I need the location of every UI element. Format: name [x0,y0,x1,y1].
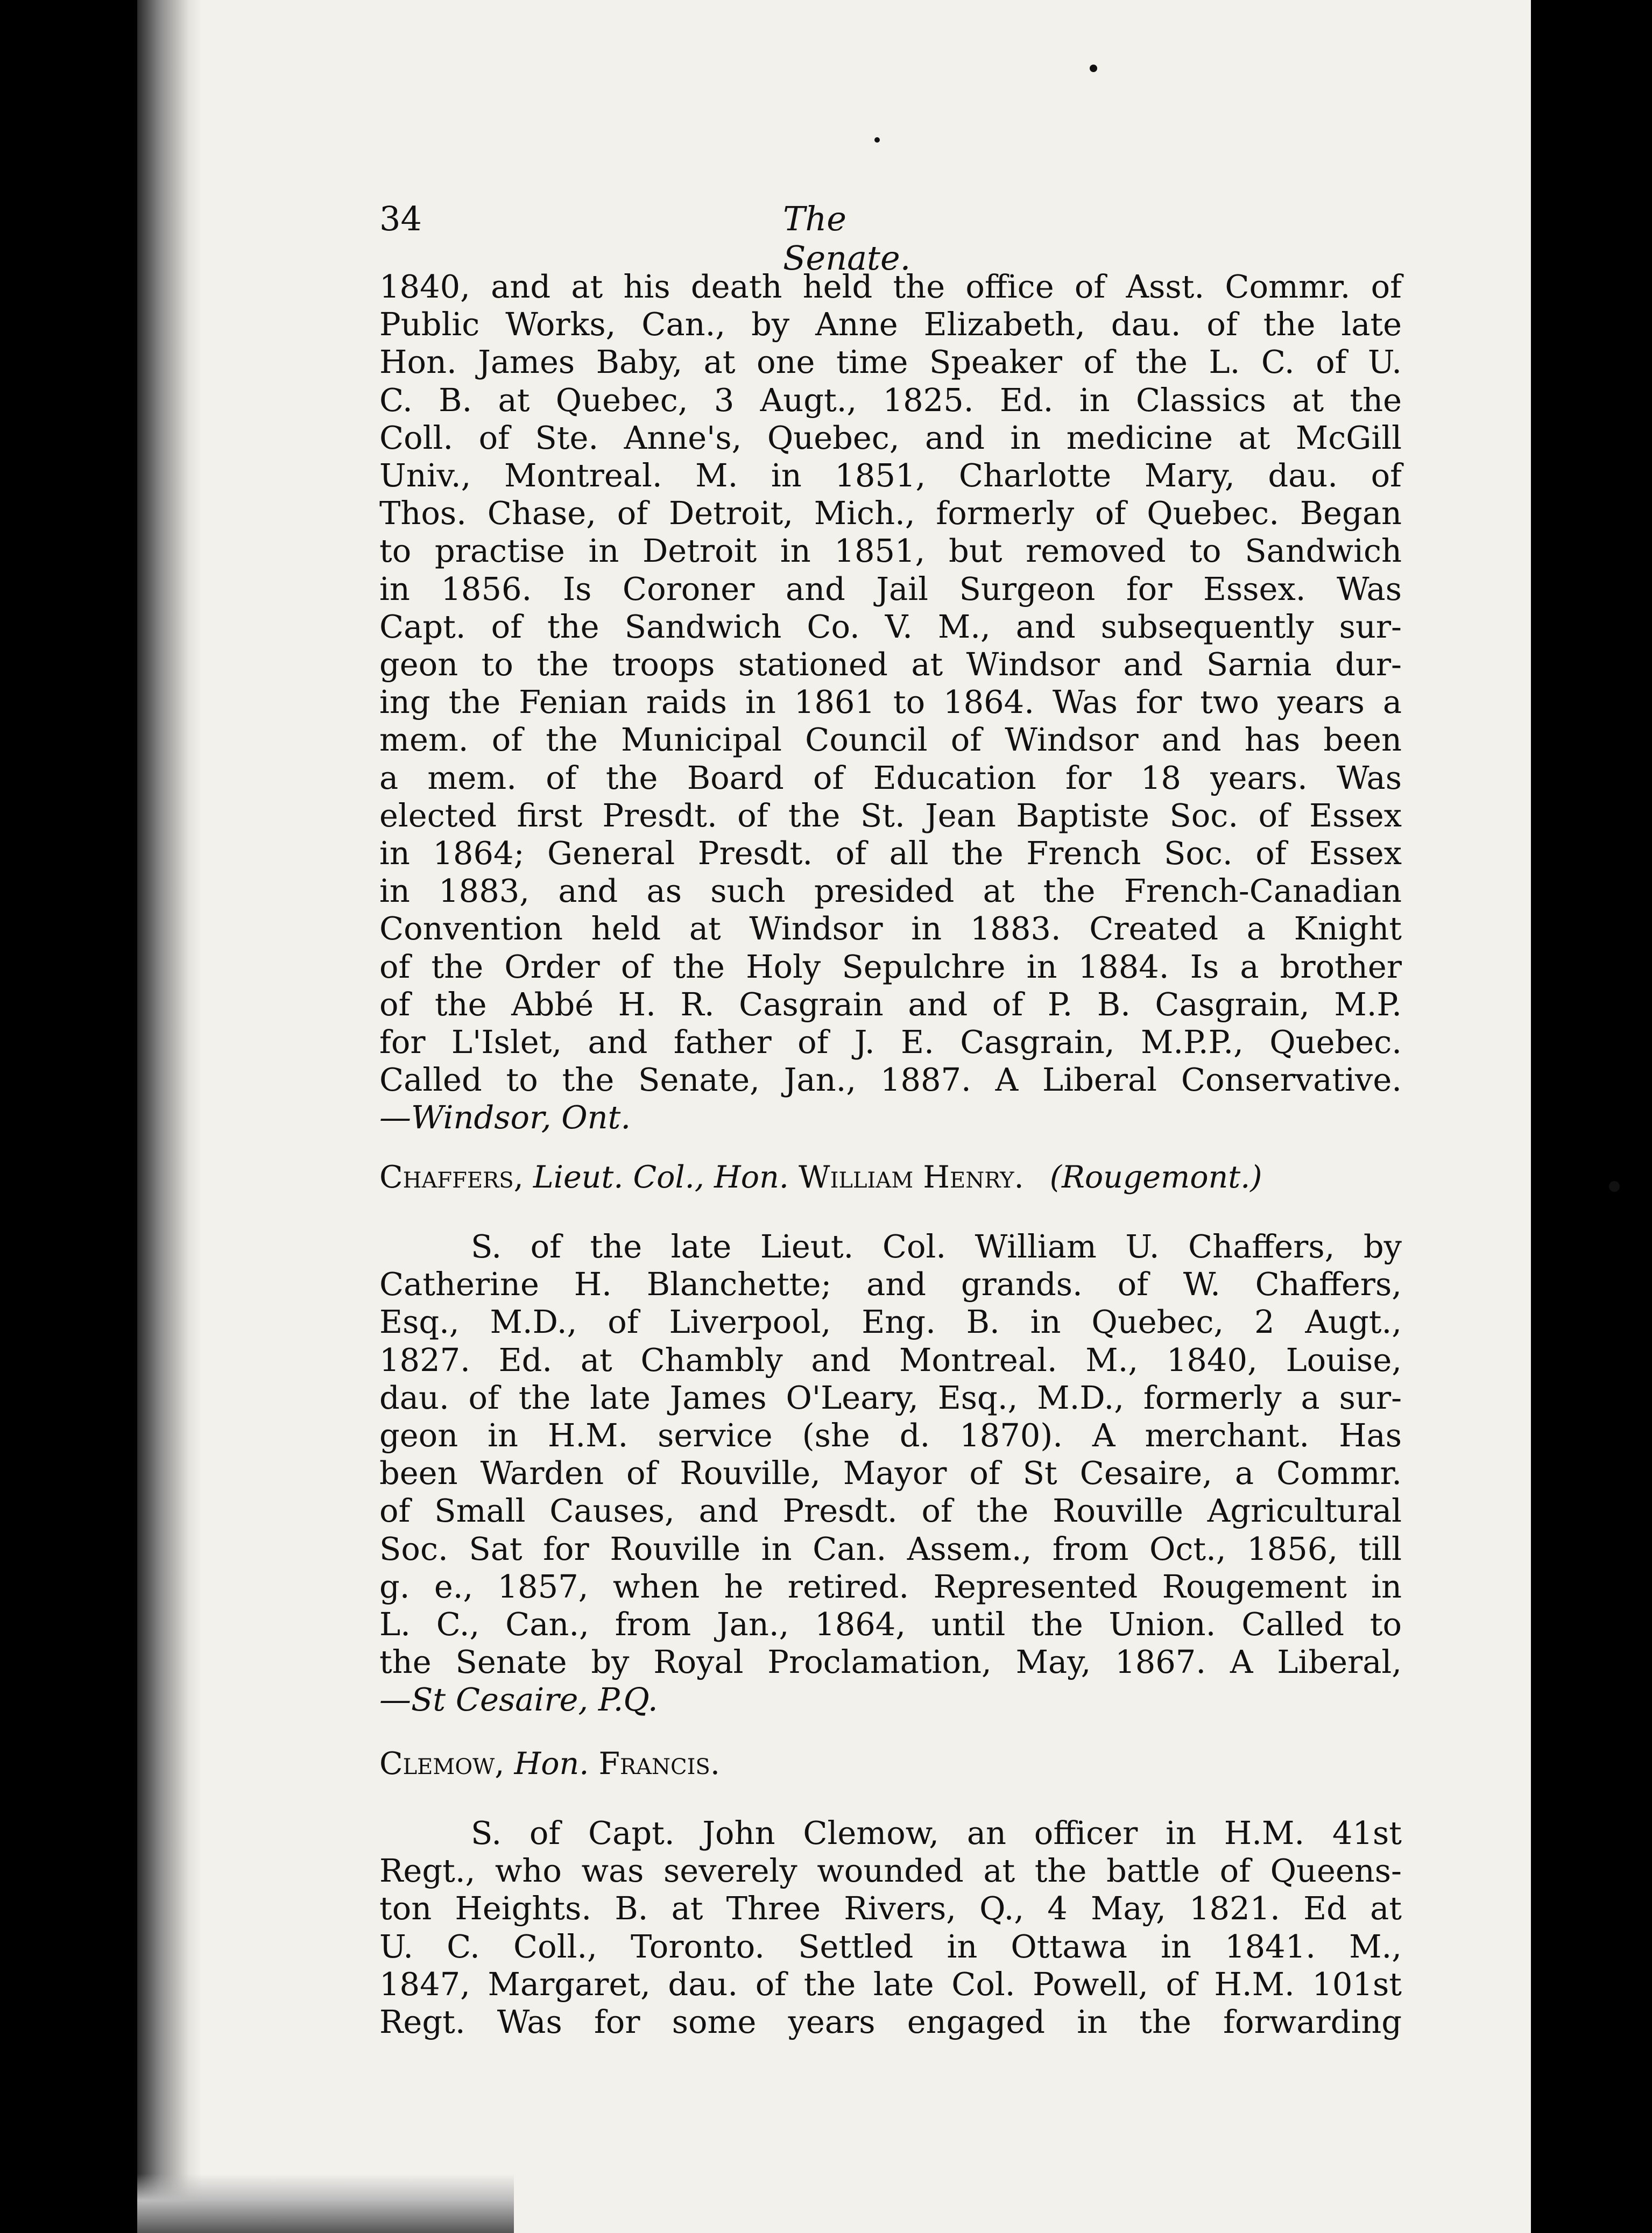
text-line: Public Works, Can., by Anne Elizabeth, dau. of the late [379,306,1402,343]
text-line: Hon. James Baby, at one time Speaker of the L. C. of U. [379,343,1402,381]
text-line: mem. of the Municipal Council of Windsor and has been [379,721,1402,759]
text-line: in 1883, and as such presided at the French-Canadian [379,872,1402,910]
text-line: S. of the late Lieut. Col. William U. Chaffers, by [471,1228,1402,1265]
text-line: Regt. Was for some years engaged in the forwarding [379,2003,1402,2041]
text-line: a mem. of the Board of Education for 18 years. Was [379,759,1402,796]
text-line: 1847, Margaret, dau. of the late Col. Powell, of H.M. 101st [379,1965,1402,2003]
text-line: Soc. Sat for Rouville in Can. Assem., from Oct., 1856, till [379,1530,1402,1567]
text-line: of Small Causes, and Presdt. of the Rouville Agricultural [379,1492,1402,1530]
entry-given-names: Francis. [598,1746,720,1782]
binding-shadow [137,0,202,2233]
text-line: Esq., M.D., of Liverpool, Eng. B. in Quebec, 2 Augt., [379,1303,1402,1341]
scan-speck [1609,1181,1620,1192]
running-head: The Senate. [783,199,911,278]
entry-division: (Rougemont.) [1049,1160,1262,1195]
text-line: Called to the Senate, Jan., 1887. A Liberal Conservative. [379,1061,1402,1099]
scan-speck [1090,65,1097,72]
entry-paragraph [379,1814,1402,2041]
entry-title: Hon. [514,1746,589,1782]
entry-given-names: William Henry. [799,1160,1024,1195]
entry-surname: Chaffers, [379,1160,524,1195]
entry-heading [379,1746,1402,1782]
text-line: been Warden of Rouville, Mayor of St Cesaire, a Commr. [379,1454,1402,1492]
text-line: in 1864; General Presdt. of all the French Soc. of Essex [379,835,1402,872]
text-line: elected first Presdt. of the St. Jean Baptiste Soc. of Essex [379,796,1402,834]
page-number: 34 [379,199,422,238]
text-line: of the Order of the Holy Sepulchre in 1884. Is a brother [379,948,1402,985]
text-line: ing the Fenian raids in 1861 to 1864. Was for two years a [379,683,1402,721]
text-line: Catherine H. Blanchette; and grands. of W. Chaffers, [379,1266,1402,1303]
text-line: of the Abbé H. R. Casgrain and of P. B. Casgrain, M.P. [379,985,1402,1023]
residence: —Windsor, Ont. [379,1099,631,1136]
page-edge-shadow [137,2174,514,2233]
text-line: g. e., 1857, when he retired. Represented Rougement in [379,1567,1402,1605]
text-line: U. C. Coll., Toronto. Settled in Ottawa in 1841. M., [379,1927,1402,1965]
text-line: ton Heights. B. at Three Rivers, Q., 4 May, 1821. Ed at [379,1890,1402,1927]
text-line: dau. of the late James O'Leary, Esq., M.D., formerly a sur- [379,1379,1402,1416]
text-line: Convention held at Windsor in 1883. Created a Knight [379,910,1402,948]
text-line: Capt. of the Sandwich Co. V. M., and subsequently sur- [379,607,1402,645]
text-line: Regt., who was severely wounded at the battle of Queens- [379,1852,1402,1890]
scan-speck [874,137,880,143]
text-line: the Senate by Royal Proclamation, May, 1867. A Liberal, [379,1643,1402,1681]
text-line: geon in H.M. service (she d. 1870). A merchant. Has [379,1417,1402,1454]
entry-heading [379,1160,1402,1195]
entry-title: Lieut. Col., Hon. [533,1160,789,1195]
text-line: S. of Capt. John Clemow, an officer in H.M. 41st [471,1814,1402,1852]
text-line: in 1856. Is Coroner and Jail Surgeon for Essex. Was [379,570,1402,607]
text-line: Thos. Chase, of Detroit, Mich., formerly of Quebec. Began [379,494,1402,532]
residence: —St Cesaire, P.Q. [379,1681,658,1719]
text-line: 1840, and at his death held the office of Asst. Commr. of [379,268,1402,305]
text-line: to practise in Detroit in 1851, but removed to Sandwich [379,532,1402,570]
entry-surname: Clemow, [379,1746,505,1782]
text-line: Univ., Montreal. M. in 1851, Charlotte Mary, dau. of [379,457,1402,494]
text-line: 1827. Ed. at Chambly and Montreal. M., 1840, Louise, [379,1341,1402,1379]
text-line: geon to the troops stationed at Windsor and Sarnia dur- [379,646,1402,683]
continuation-paragraph [379,268,1402,1137]
entry-paragraph [379,1228,1402,1719]
text-line: L. C., Can., from Jan., 1864, until the Union. Called to [379,1606,1402,1643]
text-line: for L'Islet, and father of J. E. Casgrain, M.P.P., Quebec. [379,1023,1402,1061]
text-line: Coll. of Ste. Anne's, Quebec, and in medicine at McGill [379,419,1402,456]
text-line: C. B. at Quebec, 3 Augt., 1825. Ed. in Classics at the [379,381,1402,419]
